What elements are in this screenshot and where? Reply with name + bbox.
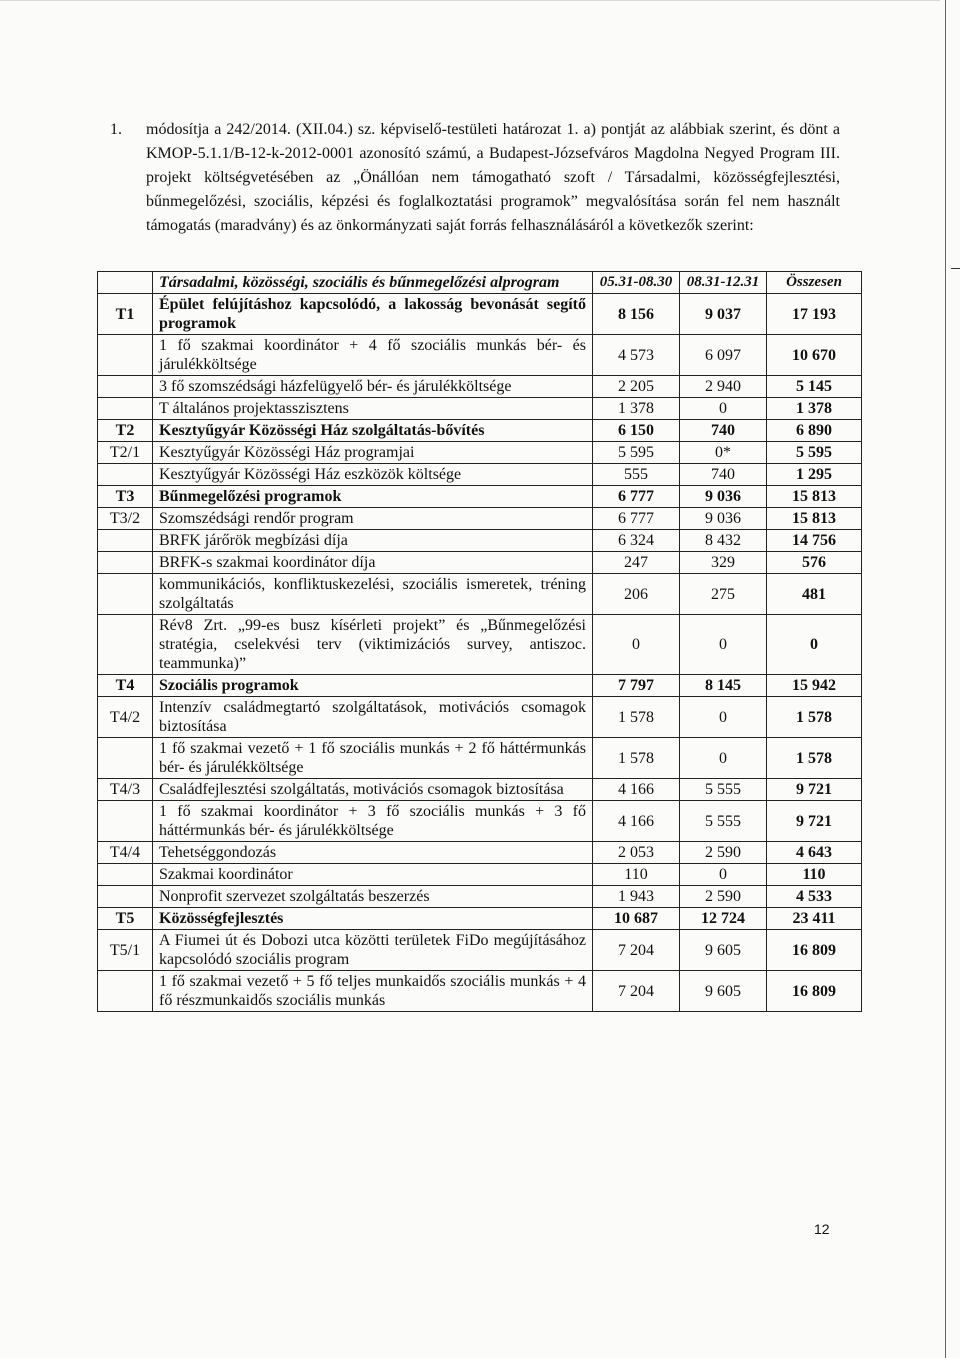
- table-row: [98, 420, 862, 442]
- header-desc-cell: Társadalmi, közösségi, szociális és bűnmegelőzési alprogram: [153, 272, 593, 294]
- row-code-cell: [98, 738, 153, 779]
- table-row: [98, 930, 862, 971]
- row-period2-cell: 8 432: [680, 530, 767, 552]
- row-period1-cell: 1 943: [593, 886, 680, 908]
- table-row: [98, 486, 862, 508]
- row-period2-cell: 2 940: [680, 376, 767, 398]
- row-total-cell: 14 756: [767, 530, 862, 552]
- row-code-cell: T4/4: [98, 842, 153, 864]
- table-row: [98, 697, 862, 738]
- row-desc-cell: Kesztyűgyár Közösségi Ház szolgáltatás-bővítés: [153, 420, 593, 442]
- row-period2-cell: 8 145: [680, 675, 767, 697]
- row-period1-cell: 206: [593, 574, 680, 615]
- row-period2-cell: 12 724: [680, 908, 767, 930]
- header-total-cell: Összesen: [767, 272, 862, 294]
- row-code-cell: T2/1: [98, 442, 153, 464]
- table-row: [98, 615, 862, 675]
- row-code-cell: T3/2: [98, 508, 153, 530]
- row-period2-cell: 2 590: [680, 886, 767, 908]
- row-period1-cell: 6 324: [593, 530, 680, 552]
- row-total-cell: 15 813: [767, 508, 862, 530]
- row-total-cell: 9 721: [767, 801, 862, 842]
- row-code-cell: [98, 398, 153, 420]
- row-desc-cell: 1 fő szakmai vezető + 5 fő teljes munkaidős szociális munkás + 4 fő részmunkaidős szociális munkás: [153, 971, 593, 1012]
- row-period1-cell: 1 578: [593, 697, 680, 738]
- row-total-cell: 481: [767, 574, 862, 615]
- table-row: [98, 530, 862, 552]
- row-period1-cell: 7 797: [593, 675, 680, 697]
- table-row: [98, 574, 862, 615]
- row-period1-cell: 4 166: [593, 801, 680, 842]
- row-period1-cell: 8 156: [593, 294, 680, 335]
- scan-right-edge: [945, 0, 946, 1358]
- row-desc-cell: Bűnmegelőzési programok: [153, 486, 593, 508]
- table-row: [98, 971, 862, 1012]
- table-row: [98, 294, 862, 335]
- row-total-cell: 0: [767, 615, 862, 675]
- item-number: 1.: [110, 121, 122, 138]
- row-code-cell: T3: [98, 486, 153, 508]
- row-period2-cell: 0: [680, 398, 767, 420]
- row-period2-cell: 275: [680, 574, 767, 615]
- row-desc-cell: Szakmai koordinátor: [153, 864, 593, 886]
- table-row: [98, 864, 862, 886]
- row-period2-cell: 9 605: [680, 971, 767, 1012]
- row-period1-cell: 110: [593, 864, 680, 886]
- row-code-cell: [98, 574, 153, 615]
- table-row: [98, 376, 862, 398]
- row-code-cell: T4/2: [98, 697, 153, 738]
- row-total-cell: 1 578: [767, 738, 862, 779]
- budget-table: [97, 271, 862, 1012]
- table-row: [98, 675, 862, 697]
- row-period2-cell: 0*: [680, 442, 767, 464]
- row-total-cell: 576: [767, 552, 862, 574]
- row-code-cell: T5: [98, 908, 153, 930]
- row-desc-cell: Nonprofit szervezet szolgáltatás beszerzés: [153, 886, 593, 908]
- table-row: [98, 842, 862, 864]
- table-row: [98, 886, 862, 908]
- row-period2-cell: 9 605: [680, 930, 767, 971]
- row-total-cell: 1 378: [767, 398, 862, 420]
- scan-margin-mark: [951, 268, 960, 269]
- table-row: [98, 908, 862, 930]
- row-total-cell: 16 809: [767, 971, 862, 1012]
- row-code-cell: T4/3: [98, 779, 153, 801]
- row-desc-cell: 1 fő szakmai koordinátor + 3 fő szociális munkás + 3 fő háttérmunkás bér- és járulékköltsége: [153, 801, 593, 842]
- row-period2-cell: 9 036: [680, 486, 767, 508]
- row-period2-cell: 2 590: [680, 842, 767, 864]
- row-desc-cell: 1 fő szakmai vezető + 1 fő szociális munkás + 2 fő háttérmunkás bér- és járulékköltsége: [153, 738, 593, 779]
- row-code-cell: [98, 376, 153, 398]
- row-total-cell: 5 145: [767, 376, 862, 398]
- row-period1-cell: 6 777: [593, 486, 680, 508]
- row-total-cell: 16 809: [767, 930, 862, 971]
- row-code-cell: T1: [98, 294, 153, 335]
- row-code-cell: [98, 464, 153, 486]
- row-period2-cell: 0: [680, 738, 767, 779]
- row-period1-cell: 6 150: [593, 420, 680, 442]
- row-total-cell: 4 533: [767, 886, 862, 908]
- row-desc-cell: Tehetséggondozás: [153, 842, 593, 864]
- row-desc-cell: kommunikációs, konfliktuskezelési, szociális ismeretek, tréning szolgáltatás: [153, 574, 593, 615]
- row-total-cell: 110: [767, 864, 862, 886]
- table-row: [98, 552, 862, 574]
- table-row: [98, 801, 862, 842]
- row-total-cell: 1 578: [767, 697, 862, 738]
- row-period2-cell: 9 036: [680, 508, 767, 530]
- row-code-cell: T5/1: [98, 930, 153, 971]
- table-row: [98, 464, 862, 486]
- row-desc-cell: A Fiumei út és Dobozi utca közötti területek FiDo megújításához kapcsolódó szociális program: [153, 930, 593, 971]
- row-total-cell: 6 890: [767, 420, 862, 442]
- row-total-cell: 5 595: [767, 442, 862, 464]
- row-period2-cell: 740: [680, 420, 767, 442]
- row-period2-cell: 5 555: [680, 779, 767, 801]
- row-period1-cell: 10 687: [593, 908, 680, 930]
- row-desc-cell: Szomszédsági rendőr program: [153, 508, 593, 530]
- row-total-cell: 23 411: [767, 908, 862, 930]
- row-period2-cell: 329: [680, 552, 767, 574]
- row-period1-cell: 1 578: [593, 738, 680, 779]
- row-period2-cell: 0: [680, 697, 767, 738]
- table-header-row: [98, 272, 862, 294]
- header-code-cell: [98, 272, 153, 294]
- row-desc-cell: T általános projektasszisztens: [153, 398, 593, 420]
- header-period1-cell: 05.31-08.30: [593, 272, 680, 294]
- row-desc-cell: Kesztyűgyár Közösségi Ház eszközök költsége: [153, 464, 593, 486]
- row-period2-cell: 0: [680, 615, 767, 675]
- row-period1-cell: 555: [593, 464, 680, 486]
- page-number: 12: [814, 1221, 830, 1237]
- row-code-cell: [98, 615, 153, 675]
- row-desc-cell: Szociális programok: [153, 675, 593, 697]
- row-period1-cell: 2 205: [593, 376, 680, 398]
- row-desc-cell: Családfejlesztési szolgáltatás, motivációs csomagok biztosítása: [153, 779, 593, 801]
- row-total-cell: 17 193: [767, 294, 862, 335]
- row-desc-cell: BRFK-s szakmai koordinátor díja: [153, 552, 593, 574]
- intro-text: módosítja a 242/2014. (XII.04.) sz. képviselő-testületi határozat 1. a) pontját az alábbiak szerint, és dönt a KMOP-5.1.1/B-12-k-2012-0001 azonosító számú, a Budapest-Józsefváros Magdolna Negyed Program III. projekt költségvetésében az „Önállóan nem támogatható szoft / Társadalmi, közösségfejlesztési, bűnmegelőzési, szociális, képzési és foglalkoztatási programok” megvalósítása során fel nem használt támogatás (maradvány) és az önkormányzati saját forrás felhasználásáról a következők szerint:: [146, 121, 840, 234]
- row-desc-cell: Épület felújításhoz kapcsolódó, a lakosság bevonását segítő programok: [153, 294, 593, 335]
- table-row: [98, 738, 862, 779]
- row-period1-cell: 6 777: [593, 508, 680, 530]
- row-total-cell: 10 670: [767, 335, 862, 376]
- row-total-cell: 9 721: [767, 779, 862, 801]
- header-period2-cell: 08.31-12.31: [680, 272, 767, 294]
- row-code-cell: T2: [98, 420, 153, 442]
- row-code-cell: [98, 530, 153, 552]
- row-code-cell: [98, 335, 153, 376]
- table-row: [98, 335, 862, 376]
- row-period1-cell: 2 053: [593, 842, 680, 864]
- row-desc-cell: BRFK járőrök megbízási díja: [153, 530, 593, 552]
- row-desc-cell: Intenzív családmegtartó szolgáltatások, motivációs csomagok biztosítása: [153, 697, 593, 738]
- row-period1-cell: 4 573: [593, 335, 680, 376]
- row-period1-cell: 247: [593, 552, 680, 574]
- row-period1-cell: 5 595: [593, 442, 680, 464]
- row-period2-cell: 9 037: [680, 294, 767, 335]
- row-desc-cell: Közösségfejlesztés: [153, 908, 593, 930]
- row-period1-cell: 0: [593, 615, 680, 675]
- table-row: [98, 398, 862, 420]
- table-row: [98, 442, 862, 464]
- row-period1-cell: 7 204: [593, 971, 680, 1012]
- row-code-cell: [98, 864, 153, 886]
- scan-top-edge: [0, 0, 940, 1]
- row-total-cell: 15 813: [767, 486, 862, 508]
- row-code-cell: T4: [98, 675, 153, 697]
- row-period1-cell: 7 204: [593, 930, 680, 971]
- row-period2-cell: 740: [680, 464, 767, 486]
- row-code-cell: [98, 971, 153, 1012]
- intro-paragraph: [110, 118, 840, 238]
- row-desc-cell: Rév8 Zrt. „99-es busz kísérleti projekt” és „Bűnmegelőzési stratégia, cselekvési terv (viktimizációs survey, antiszoc. teammunka)”: [153, 615, 593, 675]
- row-period2-cell: 5 555: [680, 801, 767, 842]
- table-row: [98, 779, 862, 801]
- row-code-cell: [98, 886, 153, 908]
- row-code-cell: [98, 801, 153, 842]
- row-period1-cell: 4 166: [593, 779, 680, 801]
- row-desc-cell: 3 fő szomszédsági házfelügyelő bér- és járulékköltsége: [153, 376, 593, 398]
- row-period1-cell: 1 378: [593, 398, 680, 420]
- row-total-cell: 15 942: [767, 675, 862, 697]
- row-period2-cell: 6 097: [680, 335, 767, 376]
- row-desc-cell: 1 fő szakmai koordinátor + 4 fő szociális munkás bér- és járulékköltsége: [153, 335, 593, 376]
- row-desc-cell: Kesztyűgyár Közösségi Ház programjai: [153, 442, 593, 464]
- row-period2-cell: 0: [680, 864, 767, 886]
- row-total-cell: 4 643: [767, 842, 862, 864]
- table-row: [98, 508, 862, 530]
- row-code-cell: [98, 552, 153, 574]
- row-total-cell: 1 295: [767, 464, 862, 486]
